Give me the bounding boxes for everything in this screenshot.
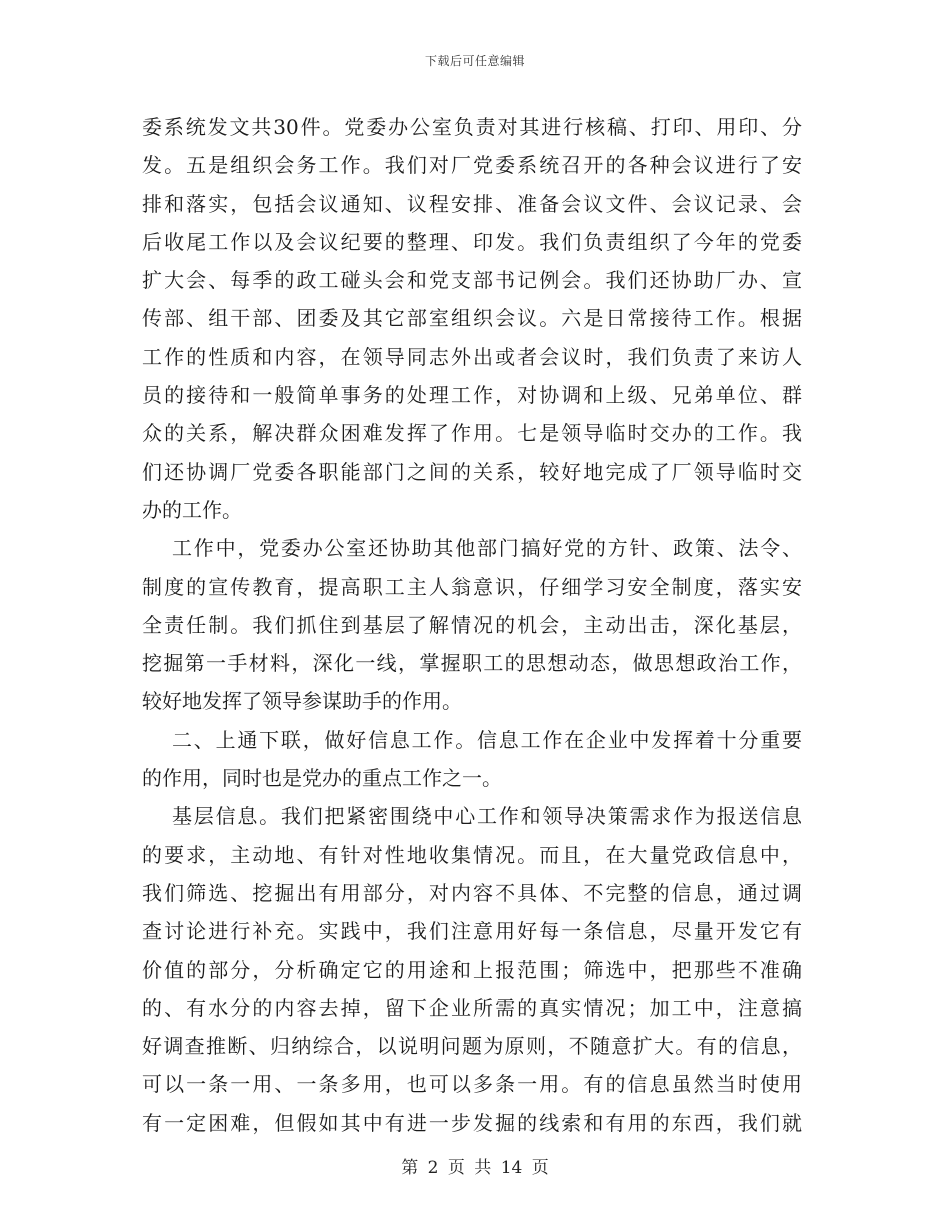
text-line: 委系统发文共30件。党委办公室负责对其进行核稿、打印、用印、分 bbox=[142, 115, 802, 139]
text-line: 有一定困难，但假如其中有进一步发掘的线索和有用的东西，我们就 bbox=[142, 1110, 802, 1135]
text-line: 的作用，同时也是党办的重点工作之一。 bbox=[142, 766, 502, 791]
text-line: 扩大会、每季的政工碰头会和党支部书记例会。我们还协助厂办、宣 bbox=[142, 268, 802, 293]
text-line: 好调查推断、归纳综合，以说明问题为原则，不随意扩大。有的信息， bbox=[142, 1034, 802, 1059]
text-line: 后收尾工作以及会议纪要的整理、印发。我们负责组织了今年的党委 bbox=[142, 229, 802, 254]
text-line: 查讨论进行补充。实践中，我们注意用好每一条信息，尽量开发它有 bbox=[142, 919, 802, 944]
text-line: 可以一条一用、一条多用，也可以多条一用。有的信息虽然当时使用 bbox=[142, 1072, 802, 1097]
paragraph-first-line: 工作中，党委办公室还协助其他部门搞好党的方针、政策、法令、 bbox=[172, 536, 802, 561]
paragraph-first-line: 二、上通下联，做好信息工作。信息工作在企业中发挥着十分重要 bbox=[172, 727, 802, 752]
text-line: 全责任制。我们抓住到基层了解情况的机会，主动出击，深化基层， bbox=[142, 612, 802, 637]
text-line: 发。五是组织会务工作。我们对厂党委系统召开的各种会议进行了安 bbox=[142, 153, 802, 178]
text-line: 制度的宣传教育，提高职工主人翁意识，仔细学习安全制度，落实安 bbox=[142, 574, 802, 599]
text-line: 工作的性质和内容，在领导同志外出或者会议时，我们负责了来访人 bbox=[142, 344, 802, 369]
document-body bbox=[142, 108, 802, 1142]
text-line: 挖掘第一手材料，深化一线，掌握职工的思想动态，做思想政治工作， bbox=[142, 651, 802, 676]
text-line: 的、有水分的内容去掉，留下企业所需的真实情况；加工中，注意搞 bbox=[142, 995, 802, 1020]
text-line: 员的接待和一般简单事务的处理工作，对协调和上级、兄弟单位、群 bbox=[142, 383, 802, 408]
text-line: 的要求，主动地、有针对性地收集情况。而且，在大量党政信息中， bbox=[142, 842, 802, 867]
page-number-footer: 第 2 页 共 14 页 bbox=[401, 1158, 549, 1178]
text-line: 办的工作。 bbox=[142, 497, 242, 522]
text-line: 们还协调厂党委各职能部门之间的关系，较好地完成了厂领导临时交 bbox=[142, 459, 802, 484]
text-line: 排和落实，包括会议通知、议程安排、准备会议文件、会议记录、会 bbox=[142, 191, 802, 216]
paragraph-first-line: 基层信息。我们把紧密围绕中心工作和领导决策需求作为报送信息 bbox=[172, 804, 802, 829]
text-line: 众的关系，解决群众困难发挥了作用。七是领导临时交办的工作。我 bbox=[142, 421, 802, 446]
text-line: 价值的部分，分析确定它的用途和上报范围；筛选中，把那些不准确 bbox=[142, 957, 802, 982]
page-header: 下载后可任意编辑 bbox=[424, 54, 525, 68]
text-line: 传部、组干部、团委及其它部室组织会议。六是日常接待工作。根据 bbox=[142, 306, 802, 331]
text-line: 较好地发挥了领导参谋助手的作用。 bbox=[142, 689, 462, 714]
text-line: 我们筛选、挖掘出有用部分，对内容不具体、不完整的信息，通过调 bbox=[142, 880, 802, 905]
